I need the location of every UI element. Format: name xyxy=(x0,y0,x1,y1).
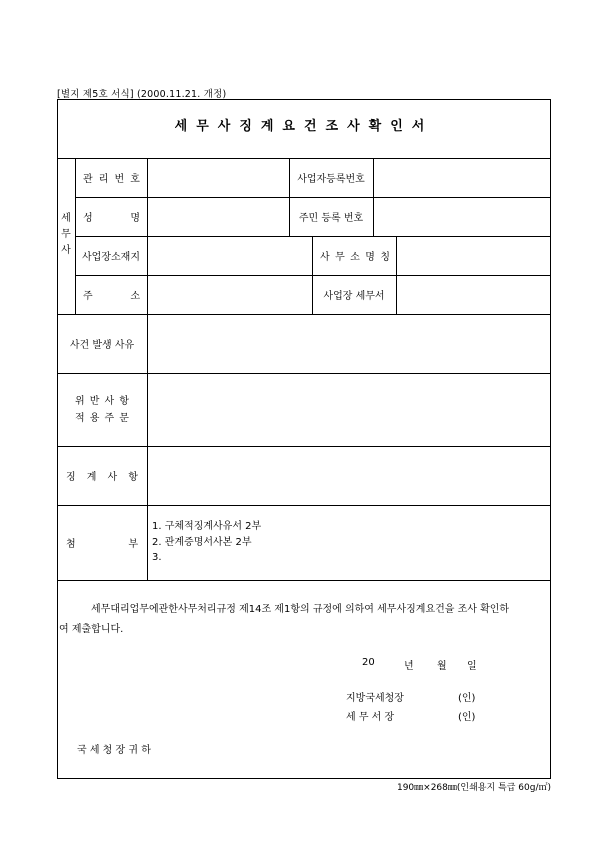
form-title: 세무사징계요건조사확인서 xyxy=(174,119,434,134)
workplace-tax-office-field[interactable] xyxy=(399,275,548,314)
label-char: 주 xyxy=(83,291,93,302)
attachment-item: 2. 관계증명서사본 2부 xyxy=(152,536,252,548)
form-number-label: [별지 제5호 서식] (2000.11.21. 개정) xyxy=(57,89,227,100)
name-label xyxy=(83,197,140,236)
attachment-item: 3. xyxy=(152,552,162,563)
label-char: 부 xyxy=(128,539,138,550)
declaration-line-2: 여 제출합니다. xyxy=(59,624,124,635)
incident-reason-field[interactable] xyxy=(150,314,548,373)
workplace-location-label: 사업장소재지 xyxy=(82,252,140,263)
label-char: 관 xyxy=(83,174,93,185)
section-label-tax-accountant xyxy=(57,200,75,270)
section-char: 세 xyxy=(61,213,71,224)
label-char: 계 xyxy=(86,472,97,483)
seal-mark: (인) xyxy=(458,693,476,704)
label-char: 무 xyxy=(335,252,345,263)
divider xyxy=(396,236,397,314)
name-field[interactable] xyxy=(150,197,286,236)
declaration-line-1: 세무대리업무에관한사무처리규정 제14조 제1항의 규정에 의하여 세무사징계요건을 조사 확인하 xyxy=(91,604,510,615)
workplace-location-field[interactable] xyxy=(150,236,309,275)
workplace-tax-office-label: 사업장 세무서 xyxy=(323,291,385,302)
label-char: 위 xyxy=(75,395,85,407)
label-char: 리 xyxy=(98,174,109,185)
resident-registration-number-field[interactable] xyxy=(376,197,548,236)
date-year-prefix: 20 xyxy=(362,657,375,668)
violation-field[interactable] xyxy=(150,373,548,446)
date-day-label: 일 xyxy=(467,661,477,672)
attachment-item: 1. 구체적징계사유서 2부 xyxy=(152,521,262,532)
violation-label xyxy=(57,373,147,446)
label-char: 반 xyxy=(89,395,100,407)
label-char: 사 xyxy=(107,472,118,483)
office-name-label xyxy=(320,236,390,275)
label-char: 소 xyxy=(130,291,140,302)
label-char: 소 xyxy=(350,252,360,263)
divider xyxy=(373,158,374,236)
label-char: 호 xyxy=(130,174,140,185)
address-field[interactable] xyxy=(150,275,309,314)
discipline-label xyxy=(66,446,138,505)
label-char: 명 xyxy=(365,252,375,263)
management-number-label xyxy=(83,158,140,197)
label-char: 적 xyxy=(75,412,85,424)
business-registration-number-label: 사업자등록번호 xyxy=(297,174,365,185)
label-char: 명 xyxy=(130,213,140,224)
attachment-label xyxy=(66,505,138,580)
divider xyxy=(147,158,148,580)
label-char: 번 xyxy=(114,174,125,185)
label-char: 주 xyxy=(104,412,115,424)
management-number-field[interactable] xyxy=(150,158,286,197)
label-char: 징 xyxy=(66,472,76,483)
tax-office-head-title: 세 무 서 장 xyxy=(346,712,395,723)
addressee: 국 세 청 장 귀 하 xyxy=(77,745,151,756)
section-char: 무 xyxy=(61,229,71,240)
label-char: 성 xyxy=(83,213,93,224)
attachment-list xyxy=(152,519,542,566)
label-char: 사 xyxy=(104,395,115,407)
label-char: 첨 xyxy=(66,539,76,550)
section-char: 사 xyxy=(61,245,71,256)
business-registration-number-field[interactable] xyxy=(376,158,548,197)
violation-label-line2 xyxy=(75,410,129,427)
date-month-label: 월 xyxy=(437,661,447,672)
discipline-field[interactable] xyxy=(150,446,548,505)
divider xyxy=(57,580,551,581)
label-char: 항 xyxy=(119,395,129,407)
address-label xyxy=(83,275,140,314)
date-year-label: 년 xyxy=(404,661,414,672)
incident-reason-label: 사건 발생 사유 xyxy=(69,340,135,351)
label-char: 사 xyxy=(320,252,330,263)
label-char: 항 xyxy=(128,472,138,483)
label-char: 용 xyxy=(89,412,100,424)
office-name-field[interactable] xyxy=(399,236,548,275)
seal-mark: (인) xyxy=(458,712,476,723)
label-char: 칭 xyxy=(380,252,390,263)
label-char: 문 xyxy=(119,412,129,424)
paper-spec: 190㎜×268㎜(인쇄용지 특급 60g/㎡) xyxy=(396,783,551,793)
resident-registration-number-label: 주민 등록 번호 xyxy=(298,213,364,224)
regional-commissioner-title: 지방국세청장 xyxy=(346,693,404,704)
violation-label-line1 xyxy=(75,393,129,410)
